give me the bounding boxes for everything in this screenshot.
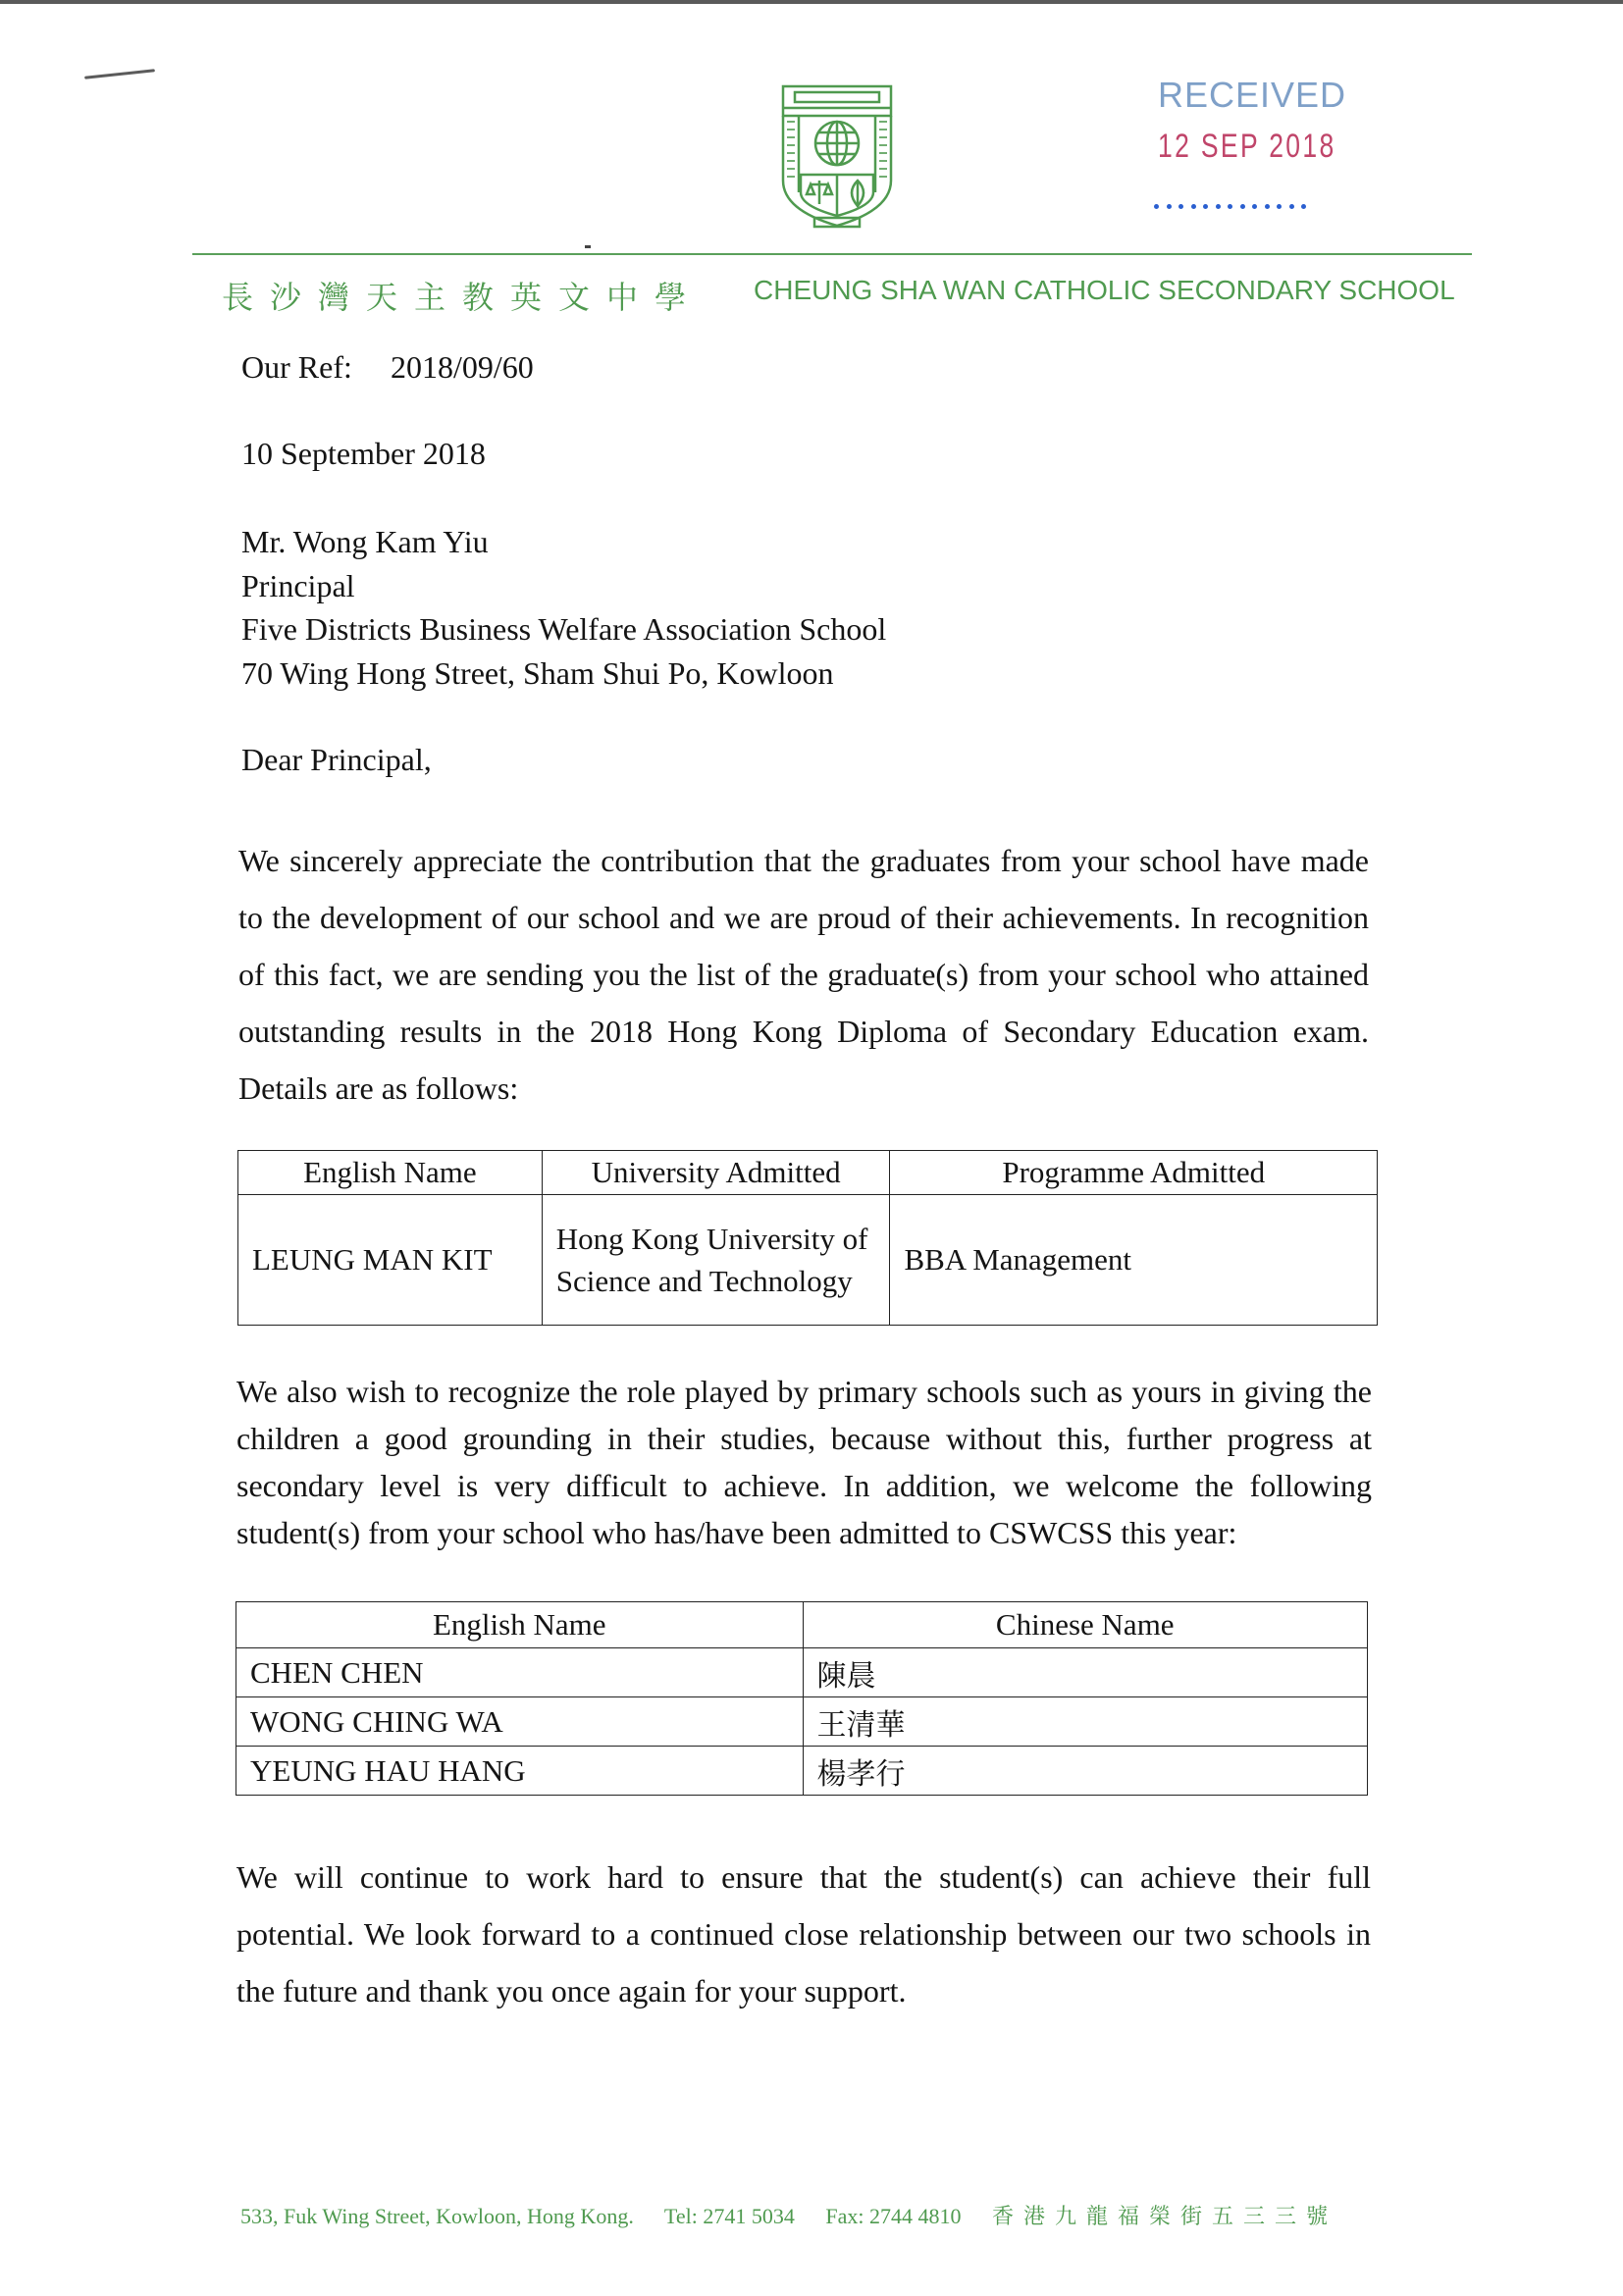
table-row <box>236 1697 1368 1747</box>
graduate-english-name: LEUNG MAN KIT <box>238 1195 543 1326</box>
letterhead-footer <box>240 2200 1337 2230</box>
pen-mark <box>84 69 155 79</box>
column-header: Programme Admitted <box>890 1151 1378 1195</box>
column-header: English Name <box>238 1151 543 1195</box>
letterhead-rule <box>192 253 1472 255</box>
column-header: Chinese Name <box>803 1602 1368 1648</box>
received-stamp: RECEIVED <box>1158 75 1347 115</box>
footer-address-english: 533, Fuk Wing Street, Kowloon, Hong Kong. <box>240 2204 634 2228</box>
recipient-title: Principal <box>241 567 355 603</box>
table-row <box>236 1747 1368 1796</box>
student-english-name: CHEN CHEN <box>236 1648 804 1697</box>
school-name-english: CHEUNG SHA WAN CATHOLIC SECONDARY SCHOOL <box>754 275 1455 305</box>
letter-date: 10 September 2018 <box>241 436 486 471</box>
recipient-street: 70 Wing Hong Street, Sham Shui Po, Kowloon <box>241 654 834 691</box>
reference-label: Our Ref: <box>241 349 352 385</box>
paragraph-graduates: We sincerely appreciate the contribution that the graduates from your school have made to the development of our school and we are proud of their achievements. In recognition of this fact, we are sending you the list of the graduate(s) from your school who attained outstanding results in the 2018 Hong Kong Diploma of Secondary Education exam. Details are as follows: <box>238 843 1369 1106</box>
salutation: Dear Principal, <box>241 742 432 777</box>
school-crest-icon <box>775 82 899 230</box>
footer-address-chinese: 香港九龍福榮街五三三號 <box>991 2205 1337 2229</box>
received-stamp-date: 12 SEP 2018 <box>1158 128 1336 165</box>
programme-admitted: BBA Management <box>890 1195 1378 1326</box>
graduates-table <box>237 1150 1378 1326</box>
new-students-table <box>236 1601 1368 1796</box>
student-chinese-name: 陳晨 <box>803 1648 1368 1697</box>
footer-fax: Fax: 2744 4810 <box>825 2204 962 2228</box>
letterhead-mark <box>585 245 591 248</box>
student-chinese-name: 楊孝行 <box>803 1747 1368 1796</box>
recipient-school: Five Districts Business Welfare Association School <box>241 611 887 647</box>
table-row <box>238 1195 1378 1326</box>
reference-number: 2018/09/60 <box>391 349 534 385</box>
recipient-address <box>241 520 886 695</box>
student-chinese-name: 王清華 <box>803 1697 1368 1747</box>
student-english-name: WONG CHING WA <box>236 1697 804 1747</box>
paragraph-new-students: We also wish to recognize the role played by primary schools such as yours in giving the children a good grounding in their studies, because without this, further progress at secondary level is very difficult to achieve. In addition, we welcome the following student(s) from your school who has/have been admitted to CSWCSS this year: <box>236 1374 1372 1550</box>
university-admitted: Hong Kong University of Science and Technology <box>542 1195 890 1326</box>
stamp-dotted-line <box>1154 196 1317 208</box>
school-name-chinese: 長沙灣天主教英文中學 <box>222 279 704 316</box>
scan-top-edge <box>0 0 1623 4</box>
column-header: University Admitted <box>542 1151 890 1195</box>
footer-telephone: Tel: 2741 5034 <box>663 2204 795 2228</box>
table-header-row <box>238 1151 1378 1195</box>
paragraph-closing: We will continue to work hard to ensure that the student(s) can achieve their full potential. We look forward to a continued close relationship between our two schools in the future and thank you once again for your support. <box>236 1859 1371 2009</box>
table-row <box>236 1648 1368 1697</box>
recipient-name: Mr. Wong Kam Yiu <box>241 524 489 559</box>
table-header-row <box>236 1602 1368 1648</box>
student-english-name: YEUNG HAU HANG <box>236 1747 804 1796</box>
column-header: English Name <box>236 1602 804 1648</box>
